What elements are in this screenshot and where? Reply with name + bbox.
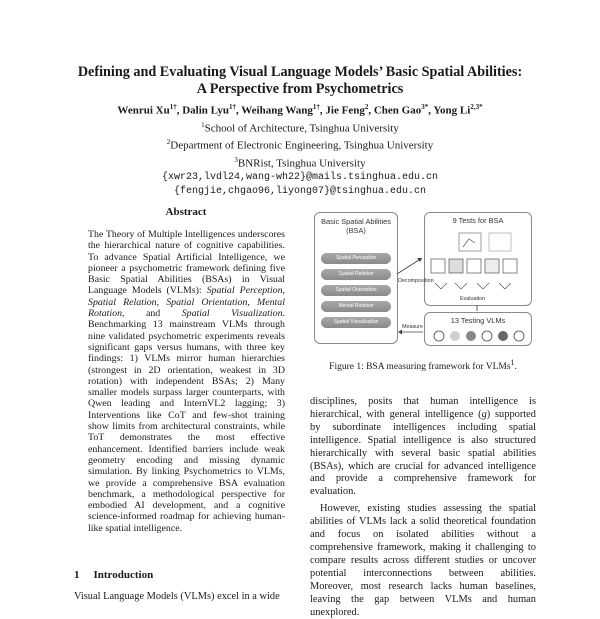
author-name: Jie Feng bbox=[325, 104, 365, 117]
abstract-heading: Abstract bbox=[165, 206, 207, 218]
author-name: Wenrui Xu bbox=[117, 104, 170, 117]
abstract-separator: , and bbox=[122, 308, 182, 320]
author-name: Chen Gao bbox=[373, 104, 422, 117]
affiliation-text: Department of Electronic Engineering, Tsinghua University bbox=[170, 139, 434, 152]
abstract-body bbox=[88, 229, 285, 534]
abstract-separator: , bbox=[156, 296, 167, 308]
paper-title bbox=[60, 64, 540, 98]
abstract-term: Spatial Relation bbox=[88, 296, 157, 308]
affiliation-mark: 2 bbox=[166, 138, 171, 147]
paragraph-text: ) supported by subordinate intelligences including spatial intelligence. Spatial intelligence is also structured hierarchically with several basic spatial abilities (BSAs), which are crucial for advanced intelligence and provide a comprehensive framework for evaluation. bbox=[310, 408, 536, 498]
caption-footnote-mark: 1 bbox=[510, 358, 515, 367]
affiliation bbox=[60, 135, 540, 153]
measure-label: Measure bbox=[402, 324, 423, 330]
author-mark: 2 bbox=[364, 103, 369, 111]
author-separator: , bbox=[176, 104, 183, 117]
abstract-term: Spatial Perception bbox=[206, 285, 283, 297]
affiliation-mark: 1 bbox=[201, 120, 205, 129]
decomposition-arrowhead bbox=[417, 258, 422, 262]
email-line: {xwr23,lvdl24,wang-wh22}@mails.tsinghua.edu.cn bbox=[161, 171, 439, 183]
paragraph-symbol: g bbox=[481, 408, 487, 420]
bsa-pill: Mental Rotation bbox=[321, 301, 391, 312]
right-column-text bbox=[310, 396, 536, 619]
caption-end: . bbox=[514, 362, 517, 373]
vlms-panel-title: 13 Testing VLMs bbox=[450, 316, 506, 325]
affiliation-mark: 3 bbox=[234, 155, 238, 164]
bsa-pill: Spatial Orientation bbox=[321, 285, 391, 296]
introduction-first-line: Visual Language Models (VLMs) excel in a wide bbox=[74, 591, 280, 602]
author-mark: 2,3* bbox=[470, 103, 483, 111]
author-separator: , bbox=[319, 104, 326, 117]
figure-caption bbox=[310, 358, 536, 372]
bsa-pill: Spatial Relation bbox=[321, 269, 391, 280]
caption-text: Figure 1: BSA measuring framework for VLMs bbox=[329, 362, 511, 373]
title-line-1: Defining and Evaluating Visual Language Models’ Basic Spatial Abilities: bbox=[77, 64, 523, 80]
bsa-pill: Spatial Visualization bbox=[321, 317, 391, 328]
title-line-2: A Perspective from Psychometrics bbox=[196, 81, 404, 97]
affiliation bbox=[60, 153, 540, 171]
abstract-term: Mental Rotation bbox=[88, 296, 285, 320]
abstract-text: . Benchmarking 13 mainstream VLMs through nine validated psychometric experiments reveals significant gaps versus humans, with three key findings: 1) VLMs mirror human hierarchies (strongest in 2D orientation, weakest in 3D rotation) with independent BSAs; 2) Many smaller models surpass larger counterparts, with Qwen leading and InternVL2 lagging; 3) Interventions like CoT and few-shot training show limits from architectural constraints, while ToT demonstrates the most effective enhancement. Identified barriers include weak geometry encoding and missing dynamic simulation. By linking Psychometrics to VLMs, we provide a comprehensive BSA evaluation benchmark, a methodological perspective for embodied AI development, and a cognitive science-informed roadmap for achieving human-like spatial intelligence. bbox=[88, 308, 285, 534]
author-name: Yong Li bbox=[433, 104, 471, 117]
paragraph: However, existing studies assessing the spatial abilities of VLMs lack a solid theoretical foundation and focus on isolated abilities without a comprehensive framework, making it challenging to compare results across different studies or uncover potential interconnections between abilities. Moreover, most research lacks human baselines, leaving the gap between VLMs and human unexplored. bbox=[310, 503, 536, 618]
author-list bbox=[60, 100, 540, 118]
paragraph bbox=[310, 396, 536, 499]
paragraph-text: disciplines, posits that human intelligence is hierarchical, with general intelligence ( bbox=[310, 396, 536, 420]
affiliation bbox=[60, 118, 540, 136]
author-name: Weihang Wang bbox=[241, 104, 313, 117]
abstract-term: Spatial Orientation bbox=[166, 296, 248, 308]
author-separator: , bbox=[368, 104, 374, 117]
author-separator: , bbox=[428, 104, 434, 117]
author-separator: , bbox=[235, 104, 242, 117]
measure-arrowhead bbox=[398, 330, 402, 335]
section-title: Introduction bbox=[93, 569, 154, 581]
tests-panel-title: 9 Tests for BSA bbox=[452, 216, 504, 225]
abstract-term: Spatial Visualization bbox=[181, 308, 283, 320]
email-line: {fengjie,chgao96,liyong07}@tsinghua.edu.cn bbox=[173, 185, 427, 197]
affiliation-text: BNRist, Tsinghua University bbox=[237, 157, 366, 170]
author-mark: 1† bbox=[312, 103, 320, 111]
author-mark: 1† bbox=[228, 103, 236, 111]
decomposition-label: Decomposition bbox=[398, 278, 434, 284]
author-mark: 3* bbox=[421, 103, 429, 111]
affiliation-text: School of Architecture, Tsinghua University bbox=[204, 122, 399, 135]
section-number: 1 bbox=[74, 569, 80, 581]
bsa-pill: Spatial Perception bbox=[321, 253, 391, 264]
figure-1 bbox=[310, 208, 536, 348]
author-mark: 1† bbox=[169, 103, 177, 111]
author-name: Dalin Lyu bbox=[182, 104, 229, 117]
abstract-separator: , bbox=[282, 285, 285, 297]
section-heading-introduction bbox=[74, 569, 153, 581]
bsa-panel-title: Basic Spatial Abilities (BSA) bbox=[321, 217, 391, 235]
evaluation-label: Evaluation bbox=[460, 296, 486, 302]
author-block bbox=[60, 100, 540, 199]
abstract-separator: , bbox=[247, 296, 258, 308]
abstract-text: The Theory of Multiple Intelligences underscores the hierarchical nature of cognitive capabilities. To advance Spatial Artificial Intelligence, we pioneer a psychometric framework defining five Basic Spatial Abilities (BSAs) in Visual Language Models (VLMs): bbox=[88, 229, 285, 297]
decomposition-arrow bbox=[397, 258, 422, 274]
